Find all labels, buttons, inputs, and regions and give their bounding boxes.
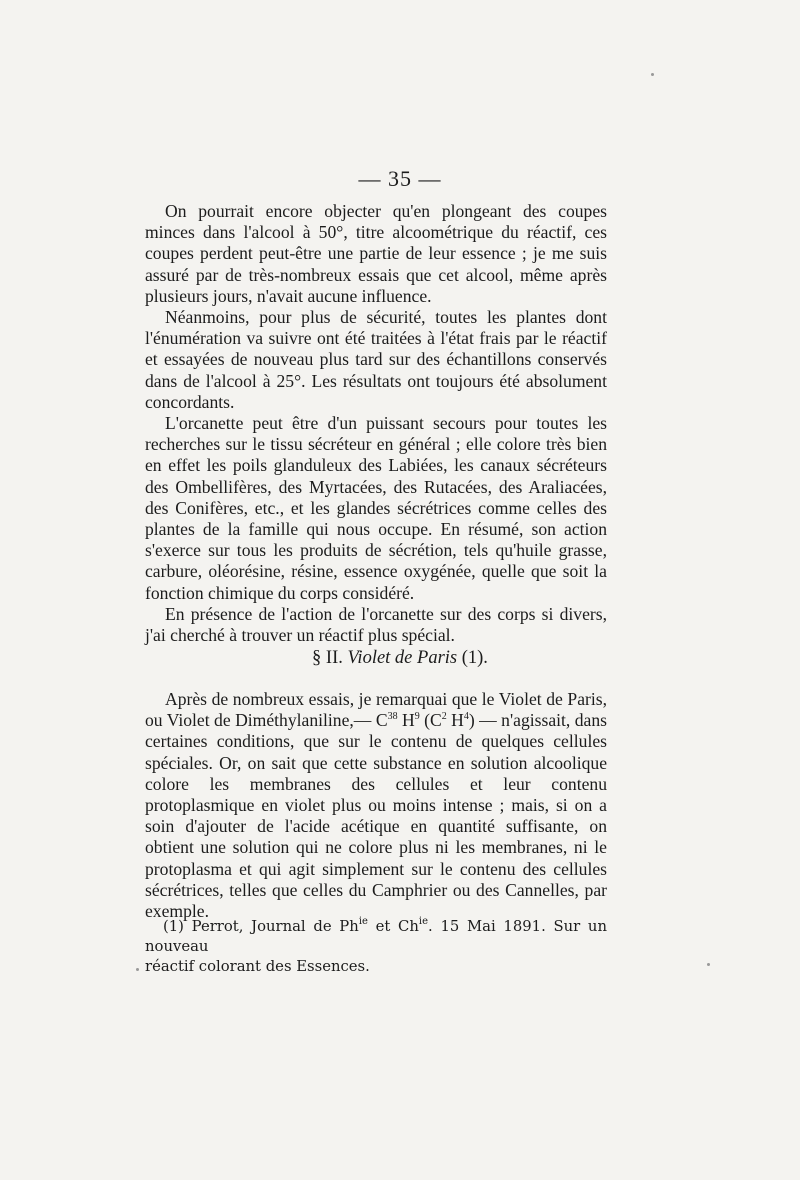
footnote-superscript: ie — [358, 916, 368, 927]
formula-superscript: 38 — [387, 711, 398, 723]
section-note-ref: (1). — [461, 648, 488, 668]
footnote — [145, 917, 607, 977]
scan-speck — [651, 73, 654, 76]
scan-speck — [136, 968, 139, 971]
page-number: — 35 — — [358, 166, 442, 191]
paragraph: Néanmoins, pour plus de sécurité, toutes les plantes dont l'énumération va suivre ont été traitées à l'état frais par le réactif et essayées de nouveau plus tard sur des échantillons conservés dans de l'alcool à 25°. Les résultats ont toujours été absolument concordants. — [145, 307, 607, 412]
formula-superscript: 2 — [441, 711, 447, 723]
section-heading — [0, 648, 800, 669]
footnote-continuation: réactif colorant des Essences. — [145, 958, 370, 975]
formula-superscript: 9 — [414, 711, 420, 723]
footnote-text: . 15 Mai 1891. Sur un nouveau — [145, 918, 607, 955]
scan-speck — [707, 963, 710, 966]
text-block-1 — [145, 201, 607, 646]
footnote-text: (1) Perrot, Journal de Ph — [163, 918, 359, 935]
text-run: H — [446, 710, 464, 731]
footnote-text: et Ch — [367, 918, 419, 935]
section-number: § II. — [312, 648, 343, 668]
text-run: (C — [419, 710, 442, 731]
formula-superscript: 4 — [463, 711, 469, 723]
text-block-2 — [145, 689, 607, 922]
text-run: ) — n'agissait, dans certaines conditions, que sur le contenu de quelques cellules spéciales. Or, on sait que cette substance en solution alcoolique colore les membranes des cellules et leur contenu protoplasmique en violet plus ou moins intense ; mais, si on a soin d'ajouter de l'acide acétique en quantité suffisante, on obtient une solution qui ne colore plus ni les membranes, ni le protoplasma et qui agit simplement sur le contenu des cellules sécrétrices, telles que celles du Camphrier ou des Cannelles, par exemple. — [145, 710, 607, 922]
section-title: Violet de Paris — [347, 648, 458, 668]
paragraph: L'orcanette peut être d'un puissant secours pour toutes les recherches sur le tissu sécréteur en général ; elle colore très bien en effet les poils glanduleux des Labiées, les canaux sécréteurs des Ombellifères, des Myrtacées, des Rutacées, des Araliacées, des Conifères, etc., et les glandes sécrétrices comme celles des plantes de la famille qui nous occupe. En résumé, son action s'exerce sur tous les produits de sécrétion, tels qu'huile grasse, carbure, oléorésine, résine, essence oxygénée, quelle que soit la fonction chimique du corps considéré. — [145, 413, 607, 603]
footnote-superscript: ie — [418, 916, 429, 927]
text-run: H — [397, 710, 415, 731]
paragraph — [145, 689, 607, 922]
text-run: Après de nombreux essais, je remarquai que le Violet de Paris, ou Violet de Diméthylaniline,— C — [145, 689, 607, 731]
paragraph: On pourrait encore objecter qu'en plongeant des coupes minces dans l'alcool à 50°, titre alcoométrique du réactif, ces coupes perdent peut-être une partie de leur essence ; je me suis assuré par de très-nombreux essais que cet alcool, même après plusieurs jours, n'avait aucune influence. — [145, 201, 607, 306]
paragraph: En présence de l'action de l'orcanette sur des corps si divers, j'ai cherché à trouver un réactif plus spécial. — [145, 603, 607, 646]
